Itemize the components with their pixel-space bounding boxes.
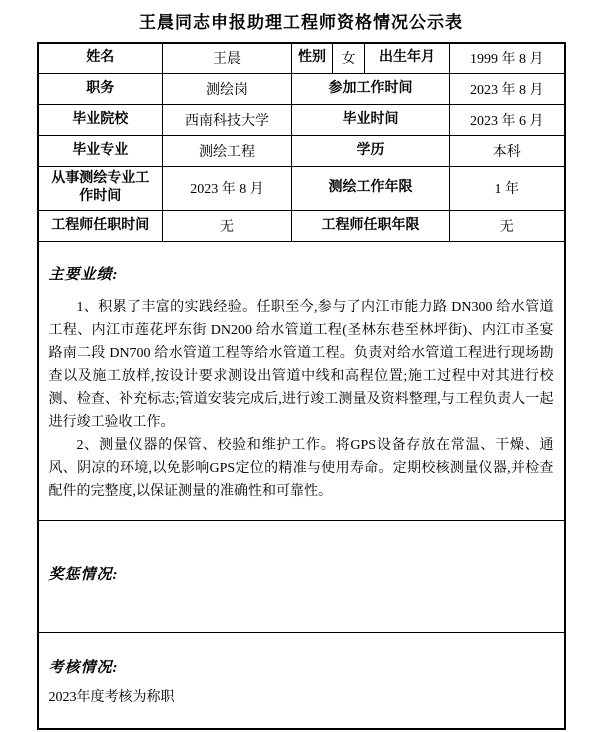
qualification-table	[37, 42, 566, 730]
gender-value: 女	[333, 43, 365, 73]
surveying-start-label: 从事测绘专业工作时间	[38, 166, 163, 210]
engineer-start-value: 无	[163, 210, 292, 241]
school-value: 西南科技大学	[163, 104, 292, 135]
school-label: 毕业院校	[38, 104, 163, 135]
table-row-position	[38, 73, 565, 104]
position-label: 职务	[38, 73, 163, 104]
table-row-school	[38, 104, 565, 135]
name-label: 姓名	[38, 43, 163, 73]
awards-heading: 奖惩情况:	[48, 567, 119, 583]
education-value: 本科	[450, 135, 565, 166]
table-row-engineer-tenure	[38, 210, 565, 241]
gender-label: 性别	[292, 43, 333, 73]
page-title: 王晨同志申报助理工程师资格情况公示表	[139, 13, 463, 32]
work-start-value: 2023 年 8 月	[450, 73, 565, 104]
major-label: 毕业专业	[38, 135, 163, 166]
surveying-years-label: 测绘工作年限	[292, 166, 450, 210]
achievements-paragraph-2: 2、测量仪器的保管、校验和维护工作。将GPS设备存放在常温、干燥、通风、阴凉的环境,以免影响GPS定位的精准与使用寿命。定期校核测量仪器,并检查配件的完整度,以保证测量的准确性和可靠性。	[48, 437, 554, 499]
surveying-start-value: 2023 年 8 月	[163, 166, 292, 210]
engineer-start-label: 工程师任职时间	[38, 210, 163, 241]
table-row-name	[38, 43, 565, 73]
assessment-content: 2023年度考核为称职	[48, 689, 175, 705]
education-label: 学历	[292, 135, 450, 166]
birthdate-value: 1999 年 8 月	[450, 43, 565, 73]
assessment-section	[38, 632, 565, 729]
assessment-heading: 考核情况:	[48, 659, 119, 676]
surveying-years-value: 1 年	[450, 166, 565, 210]
achievements-heading: 主要业绩:	[48, 266, 119, 283]
table-row-assessment	[38, 632, 565, 729]
major-value: 测绘工程	[163, 135, 292, 166]
position-value: 测绘岗	[163, 73, 292, 104]
table-row-awards	[38, 520, 565, 632]
engineer-years-value: 无	[450, 210, 565, 241]
engineer-years-label: 工程师任职年限	[292, 210, 450, 241]
table-row-achievements	[38, 241, 565, 520]
name-value: 王晨	[163, 43, 292, 73]
birthdate-label: 出生年月	[365, 43, 450, 73]
table-row-major	[38, 135, 565, 166]
graduation-time-value: 2023 年 6 月	[450, 104, 565, 135]
achievements-paragraph-1: 1、积累了丰富的实践经验。任职至今,参与了内江市能力路 DN300 给水管道工程、内江市莲花坪东街 DN200 给水管道工程(圣林东巷至林坪街)、内江市圣宴路南二段 DN700 给水管道工程等给水管道工程。负责对给水管道工程进行现场勘查以及施工放样,按设计要求测设出管道中线和高程位置;施工过程中对其进行校测、检查、补充标志;管道安装完成后,进行竣工测量及资料整理,与工程负责人一起进行竣工验收工作。	[48, 299, 554, 430]
work-start-label: 参加工作时间	[292, 73, 450, 104]
achievements-section	[38, 241, 565, 520]
awards-section	[38, 520, 565, 632]
table-row-surveying-start	[38, 166, 565, 210]
graduation-time-label: 毕业时间	[292, 104, 450, 135]
